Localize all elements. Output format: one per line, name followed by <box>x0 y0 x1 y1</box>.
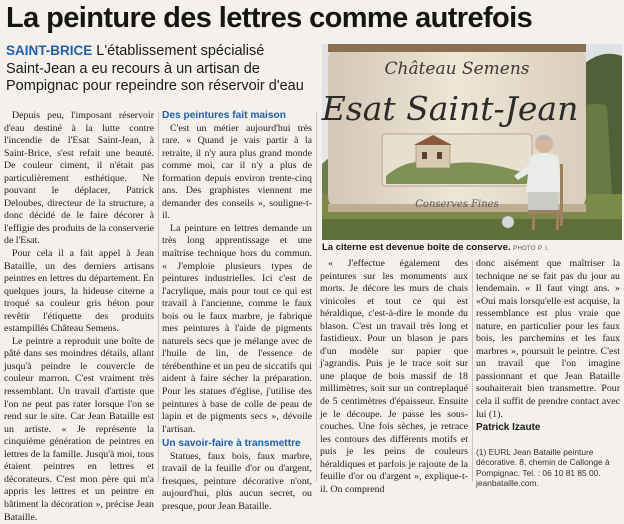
subheading: Un savoir-faire à transmettre <box>162 438 301 450</box>
paragraph: Statues, faux bois, faux marbre, travail de la feuille d'or ou d'argent, fresques, peinture décorative n'ont, aujourd'hui, plus aucun secret, ou presque, pour Jean Bataille. <box>162 450 312 512</box>
article-column-1 <box>4 110 154 524</box>
article-column-3 <box>320 258 468 496</box>
sign-main-text: Esat Saint-Jean <box>321 89 579 128</box>
location-tag: SAINT-BRICE <box>6 43 93 58</box>
paragraph: C'est un métier aujourd'hui très rare. « Quand je vais partir à la retraite, il n'y aura plus grand monde comme moi, car il n'y a plus de formation depuis environ trente-cinq ans. Des graphistes viennent me demander des conseils », souligne-t-il. <box>162 122 312 222</box>
paragraph: La peinture en lettres demande un très long apprentissage et une maîtrise technique hors du commun. « J'emploie plusieurs types de peintures industrielles. Ici c'est de l'acrylique, mais pour tout ce qui est travail à l'ancienne, comme le faux bois ou le faux marbre, je fabrique mes peintures à l'aide de pigments naturels secs que je mélange avec de l'huile de lin, de l'essence de térébenthine et un peu de siccatifs qui aident à faire sécher la préparation. Pour les statues d'église, j'utilise des peintures à base de colle de peau de lapin et de pigments secs », dévoile l'artisan. <box>162 222 312 435</box>
column-separator <box>316 112 317 482</box>
water-tank-illustration <box>322 44 622 240</box>
article-column-4 <box>476 258 620 489</box>
paragraph: Pour cela il a fait appel à Jean Bataille, un des derniers artisans peintres en lettres du département. En quelques jours, la hideuse citerne a troqué sa couleur gris béton pour revêtir l'étiquette des produits estampillés Château Semens. <box>4 248 154 335</box>
article-dek <box>6 42 306 96</box>
article-photo <box>322 44 622 240</box>
photo-credit: PHOTO P. I. <box>513 246 550 252</box>
paragraph: « J'effectue également des peintures sur les monuments aux morts. Je décore les murs de chais vinicoles et tout ce qui est héraldique, c'est-à-dire le monde du blason. C'est un travail très long et fastidieux. Pour un blason je pars d'un modèle sur papier que j'agrandis. Puis je le trace soit sur une plaque de bois massif de 18 millimètres, soit sur un contreplaqué de 5 centimètres d'épaisseur. Ensuite je le découpe. Je passe les sous-couches. Une fois sèches, je retrace les contours des différents motifs et puis je les peins de couleurs héraldiques et parfois je rajoute de la feuille d'or ou d'argent », explique-t-il. On comprend <box>320 258 468 495</box>
sign-bottom-text: Conserves Fines <box>415 199 499 210</box>
photo-caption <box>322 242 622 255</box>
subheading: Des peintures fait maison <box>162 110 286 121</box>
author-signature: Patrick Izaute <box>476 422 541 434</box>
column-separator <box>472 260 473 482</box>
article-column-2 <box>162 110 312 513</box>
sign-top-text: Château Semens <box>384 59 530 79</box>
paragraph: Depuis peu, l'imposant réservoir d'eau destiné à la lutte contre l'incendie de l'Esat Saint-Jean, à Saint-Brice, s'est refait une beauté. De couleur ciment, il n'était pas particulièrement esthétique. Ne pouvant le déplacer, Patrick Deloubes, directeur de la structure, a donc décidé de le faire décorer à l'effigie des produits de la conserverie de l'Esat. <box>4 110 154 247</box>
footnote: (1) EURL Jean Bataille peinture décorative. 8, chemin de Callonge à Pompignac. Tel. : 06 10 81 85 00. jeanbataille.com. <box>476 446 610 489</box>
paragraph: donc aisément que maîtriser la technique ne se fait pas du jour au lendemain. « Il faut vingt ans. » «Oui mais lorsqu'elle est acquise, la ressemblance est plus vraie que nature, en particulier pour les faux bois, les parchemins et les faux marbres », poursuit le peintre. C'est un travail que l'on imagine passionnant et que Jean Bataille souhaiterait bien transmettre. Pour cela il suffit de prendre contact avec lui (1). <box>476 258 620 420</box>
paragraph: Le peintre a reproduit une boîte de pâté dans ses moindres détails, allant jusqu'à peindre le couvercle de couleur marron. C'est vraiment très ressemblant. Un travail d'artiste que l'on ne peut pas rater lorsque l'on se rend sur le site. Car Jean Bataille est un artiste. « Je représente la cinquième génération de peintres en lettres de la famille. Jusqu'à moi, tous étaient peintres en lettres et décorateurs. C'est mon père qui m'a appris les lettres et un peintre en bâtiment la décoration », précise Jean Bataille. <box>4 335 154 523</box>
headline: La peinture des lettres comme autrefois <box>6 2 533 34</box>
column-separator <box>158 112 159 482</box>
caption-text: La citerne est devenue boîte de conserve. <box>322 242 511 253</box>
dek-text: L'établissement spécialisé Saint-Jean a eu recours à un artisan de Pompignac pour repeindre son réservoir d'eau <box>6 43 304 94</box>
